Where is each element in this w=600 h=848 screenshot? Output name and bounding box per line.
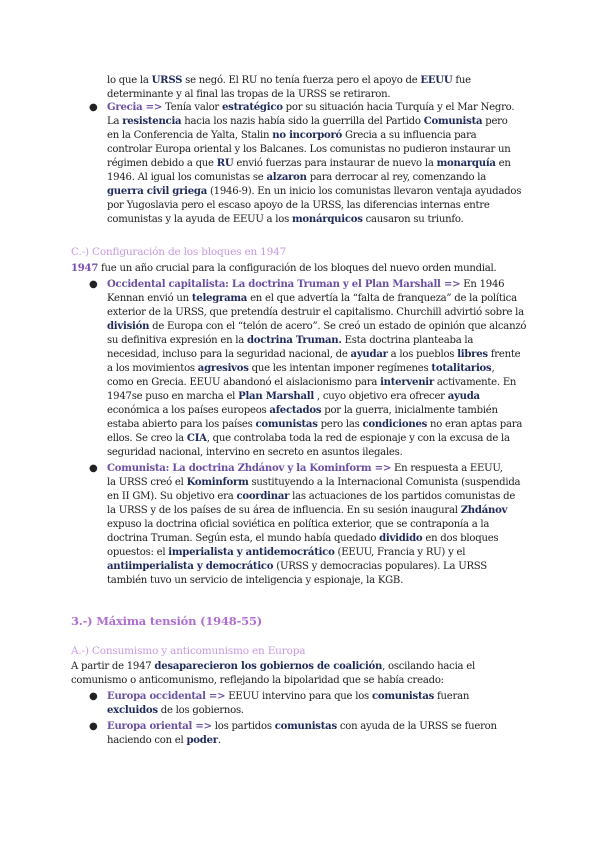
text-line: ellos. Se creo la CIA, que controlaba toda la red de espionaje y con la excusa de la: [107, 433, 510, 444]
text-line: seguridad nacional, intervino en secreto en asuntos ilegales.: [107, 447, 403, 458]
text-line: La resistencia hacia los nazis había sido la guerrilla del Partido Comunista pero: [107, 116, 508, 127]
text-line: comunismo o anticomunismo, reflejando la bipolaridad que se había creado:: [71, 675, 444, 686]
text-line: exterior de la URSS, que pretendía destruir el capitalismo. Churchill advirtió sobre la: [107, 307, 524, 318]
text-line: régimen debido a que RU envió fuerzas para instaurar de nuevo la monarquía en: [107, 158, 511, 169]
text-line: lo que la URSS se negó. El RU no tenía fuerza pero el apoyo de EEUU fue: [107, 75, 471, 86]
text-line: Grecia => Tenía valor estratégico por su situación hacia Turquía y el Mar Negro.: [107, 102, 515, 113]
text-line: la URSS creó el Kominform sustituyendo a la Internacional Comunista (suspendida: [107, 477, 521, 488]
text-line: haciendo con el poder.: [107, 735, 221, 746]
text-line: a los movimientos agresivos que les intentan imponer regímenes totalitarios,: [107, 363, 495, 374]
text-line: Europa oriental => los partidos comunistas con ayuda de la URSS se fueron: [107, 721, 497, 732]
text-line: por Yugoslavia pero el escaso apoyo de la URSS, las diferencias internas entre: [107, 200, 490, 211]
text-line: Kennan envió un telegrama en el que advertía la “falta de franqueza” de la política: [107, 293, 517, 304]
bullet-icon: ●: [89, 721, 98, 732]
text-line: 1946. Al igual los comunistas se alzaron para derrocar al rey, comenzando la: [107, 172, 487, 183]
text-line: en la Conferencia de Yalta, Stalin no incorporó Grecia a su influencia para: [107, 130, 477, 141]
bullet-icon: ●: [89, 279, 98, 290]
text-line: la URSS y de los países de su área de influencia. En su sesión inaugural Zhdánov: [107, 505, 508, 516]
text-line: división de Europa con el “telón de acero”. Se creó un estado de opinión que alcanzó: [107, 321, 527, 332]
text-line: guerra civil griega (1946-9). En un inicio los comunistas llevaron ventaja ayudados: [107, 186, 522, 197]
text-line: comunistas y la ayuda de EEUU a los monárquicos causaron su triunfo.: [107, 214, 464, 225]
bullet-icon: ●: [89, 102, 98, 113]
text-line: su definitiva expresión en la doctrina Truman. Esta doctrina planteaba la: [107, 335, 474, 346]
section-heading-3: 3.-) Máxima tensión (1948-55): [71, 614, 262, 628]
text-line: determinante y al final las tropas de la URSS se retiraron.: [107, 89, 391, 100]
section-heading-c: C.-) Configuración de los bloques en 1947: [71, 246, 287, 258]
text-line: opuestos: el imperialista y antidemocrático (EEUU, Francia y RU) y el: [107, 547, 466, 558]
bullet-icon: ●: [89, 463, 98, 474]
text-line: Comunista: La doctrina Zhdánov y la Kominform => En respuesta a EEUU,: [107, 463, 503, 474]
section-heading-a: A.-) Consumismo y anticomunismo en Europa: [71, 645, 306, 657]
text-line: Europa occidental => EEUU intervino para que los comunistas fueran: [107, 691, 470, 702]
text-line: excluidos de los gobiernos.: [107, 705, 244, 716]
text-line: necesidad, incluso para la seguridad nacional, de ayudar a los pueblos libres frente: [107, 349, 521, 360]
text-line: controlar Europa oriental y los Balcanes. Los comunistas no pudieron instaurar un: [107, 144, 511, 155]
section-c-intro: 1947 fue un año crucial para la configuración de los bloques del nuevo orden mundial.: [71, 263, 497, 274]
text-line: económica a los países europeos afectados por la guerra, inicialmente también: [107, 405, 498, 416]
text-line: como en Grecia. EEUU abandonó el aislacionismo para intervenir activamente. En: [107, 377, 517, 388]
text-line: antiimperialista y democrático (URSS y democracias populares). La URSS: [107, 561, 487, 572]
text-line: en II GM). Su objetivo era coordinar las actuaciones de los partidos comunistas de: [107, 491, 516, 502]
text-line: también tuvo un servicio de inteligencia y espionaje, la KGB.: [107, 575, 404, 586]
bullet-icon: ●: [89, 691, 98, 702]
text-line: doctrina Truman. Según esta, el mundo había quedado dividido en dos bloques: [107, 533, 499, 544]
text-line: estaba abierto para los países comunistas pero las condiciones no eran aptas para: [107, 419, 523, 430]
text-line: expuso la doctrina oficial soviética en política exterior, que se contraponía a la: [107, 519, 490, 530]
text-line: Occidental capitalista: La doctrina Truman y el Plan Marshall => En 1946: [107, 279, 505, 290]
text-line: A partir de 1947 desaparecieron los gobiernos de coalición, oscilando hacia el: [71, 661, 475, 672]
text-line: 1947se puso en marcha el Plan Marshall , cuyo objetivo era ofrecer ayuda: [107, 391, 480, 402]
